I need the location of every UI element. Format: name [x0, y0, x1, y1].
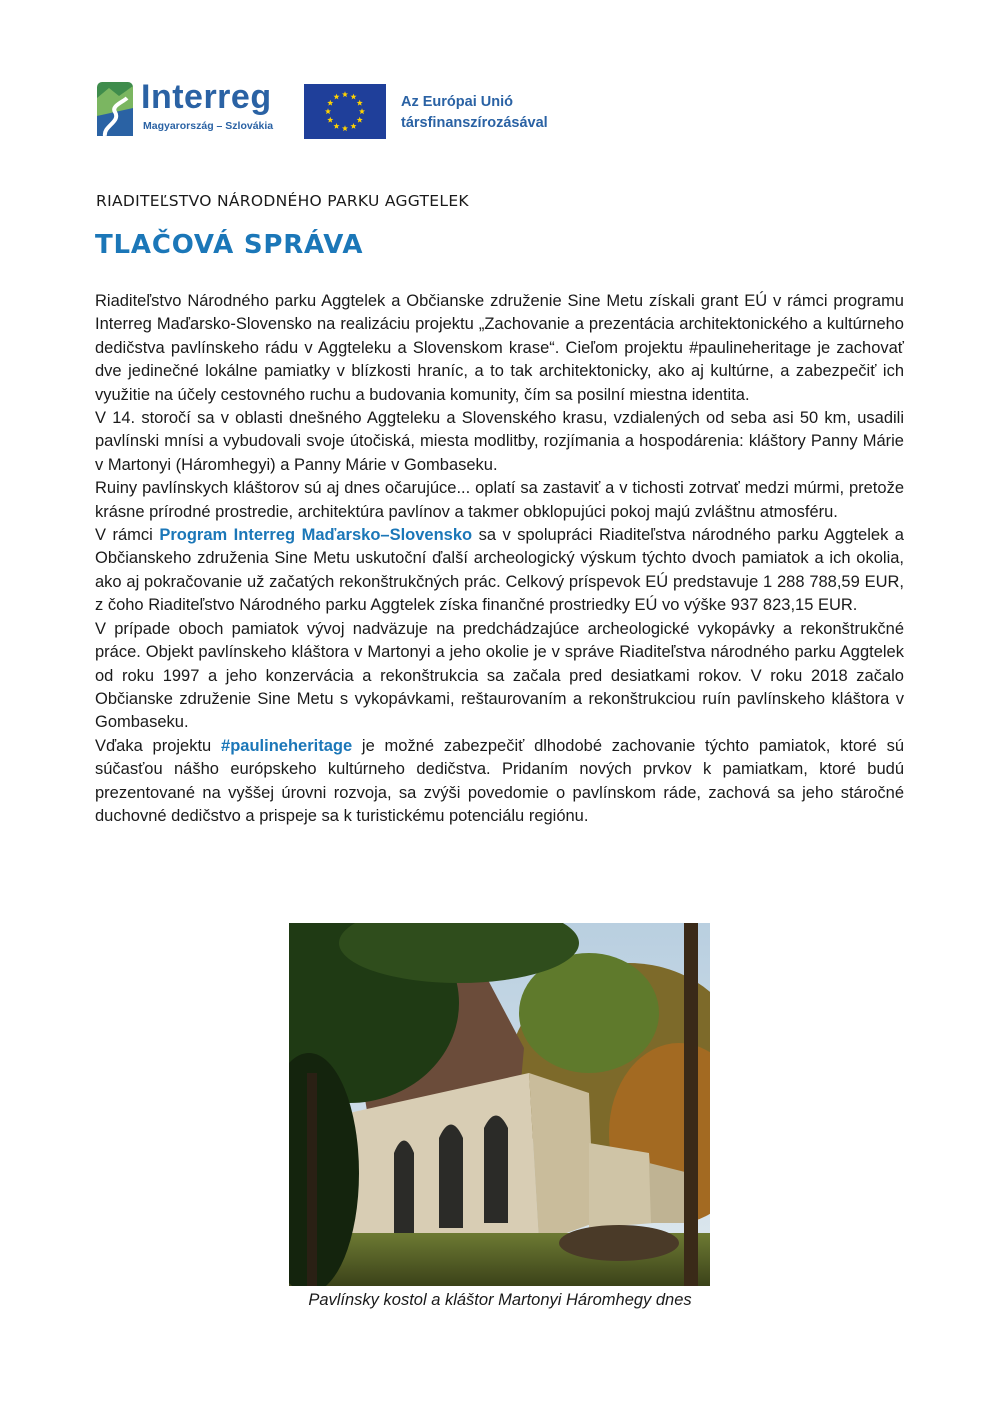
interreg-programme-name: Magyarország – Szlovákia	[143, 120, 274, 132]
organization-name: RIADITEĽSTVO NÁRODNÉHO PARKU AGGTELEK	[96, 192, 469, 210]
paragraph-6-lead: Vďaka projektu	[95, 736, 222, 755]
eu-text-line2: társfinanszírozásával	[401, 115, 548, 131]
paragraph-5: V prípade oboch pamiatok vývoj nadväzuje na predchádzajúce archeologické vykopávky a rekonštrukčné práce. Objekt pavlínskeho kláštora v Martonyi a jeho okolie je v správe Riaditeľstva národného parku Aggtelek od roku 1997 a jeho konzervácia a rekonštrukcia sa začala pred desiatkami rokov. V roku 2018 začalo Občianske združenie Sine Metu s vykopávkami, reštaurovaním a rekonštrukciou ruín pavlínskeho kláštora v Gombaseku.	[95, 619, 904, 732]
photo-caption: Pavlínsky kostol a kláštor Martonyi Háromhegy dnes	[308, 1291, 692, 1309]
monastery-ruin-photo	[289, 923, 710, 1286]
paragraph-6-rest: je možné zabezpečiť dlhodobé zachovanie týchto pamiatok, ktoré sú súčasťou nášho európskeho kultúrneho dedičstva. Pridaním nových prvkov k pamiatkam, ktoré budú prezentované na vyššej úrovni rozvoja, sa zvýši povedomie o pavlínskom ráde, zachová sa jeho stáročné duchovné dedičstvo a prispeje sa k turistickému potenciálu regiónu.	[95, 736, 905, 825]
interreg-logo	[97, 80, 297, 140]
paragraph-2: V 14. storočí sa v oblasti dnešného Aggteleku a Slovenského krasu, vzdialených od seba asi 50 km, usadili pavlínski mnísi a vybudovali svoje útočiská, miesta modlitby, rozjímania a hospodárenia: kláštory Panny Márie v Martonyi (Háromhegyi) a Panny Márie v Gombaseku.	[95, 409, 904, 474]
interreg-mark-icon	[97, 82, 133, 136]
paragraph-4-lead: V rámci	[95, 526, 160, 545]
eu-text-line1: Az Európai Unió	[401, 94, 513, 110]
paragraph-4-rest: sa v spolupráci Riaditeľstva národného parku Aggtelek a Občianskeho združenia Sine Metu uskutoční ďalší archeologický výskum týchto dvoch pamiatok a ich okolia, ako aj pokračovanie už začatých rekonštrukčných prác. Celkový príspevok EÚ predstavuje 1 288 788,59 EUR, z čoho Riaditeľstvo Národného parku Aggtelek získa finančné prostriedky EÚ vo výške 937 823,15 EUR.	[95, 526, 904, 615]
page-title: TLAČOVÁ SPRÁVA	[95, 230, 364, 260]
paulineheritage-hashtag-link[interactable]: #paulineheritage	[221, 736, 353, 755]
eu-cofinancing-text	[401, 92, 548, 134]
eu-flag-icon	[304, 84, 386, 139]
paragraph-4	[95, 524, 904, 618]
paragraph-1: Riaditeľstvo Národného parku Aggtelek a Občianske združenie Sine Metu získali grant EÚ v rámci programu Interreg Maďarsko-Slovensko na realizáciu projektu „Zachovanie a prezentácia architektonického a kultúrneho dedičstva pavlínskeho rádu v Aggteleku a Slovenskom krase“. Cieľom projektu #paulineheritage je zachovať dve jedinečné lokálne pamiatky v blízkosti hraníc, a to tak architektonicky, ako aj kultúrne, a zabezpečiť ich využitie na účely cestovného ruchu a budovania komunity, čím sa posilní miestna identita.	[95, 292, 904, 404]
interreg-wordmark: Interreg	[141, 78, 272, 116]
paragraph-6	[95, 735, 904, 829]
press-release-body	[95, 290, 904, 828]
paragraph-3: Ruiny pavlínskych kláštorov sú aj dnes očarujúce... oplatí sa zastaviť a v tichosti zotrvať medzi múrmi, pretože krásne prírodné prostredie, architektúra pavlínov a takmer obklopujúci pokoj majú zvláštnu atmosféru.	[95, 479, 904, 521]
interreg-programme-link[interactable]: Program Interreg Maďarsko–Slovensko	[159, 526, 473, 545]
